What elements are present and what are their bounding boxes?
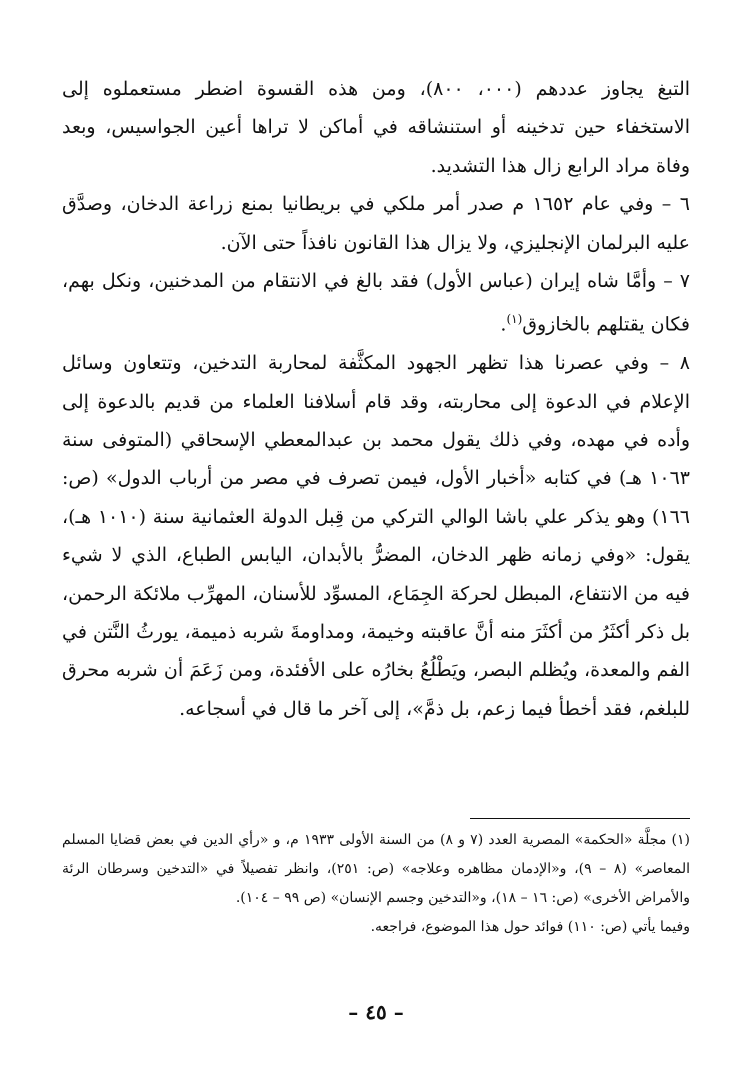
page-number: – ٤٥ – <box>348 1000 404 1024</box>
footnote-divider <box>470 818 690 819</box>
footnote-2: وفيما يأتي (ص: ١١٠) فوائد حول هذا الموضوع، فراجعه. <box>370 919 690 935</box>
paragraph-3-end: . <box>500 313 507 336</box>
footnote-ref-1: (١) <box>506 312 523 327</box>
paragraph-3-text: ٧ – وأمَّا شاه إيران (عباس الأول) فقد بالغ في الانتقام من المدخنين، ونكل بهم، فكان يقتلهم بالخازوق <box>62 270 690 336</box>
paragraph-2: ٦ – وفي عام ١٦٥٢ م صدر أمر ملكي في بريطانيا بمنع زراعة الدخان، وصدَّق عليه البرلمان الإنجليزي، ولا يزال هذا القانون نافذاً حتى الآن. <box>62 193 690 254</box>
paragraph-3 <box>62 262 690 344</box>
footnote-1: (١) مجلَّة «الحكمة» المصرية العدد (٧ و ٨) من السنة الأولى ١٩٣٣ م، و «رأي الدين في بعض قضايا المسلم المعاصر» (٨ – ٩)، و«الإدمان مظاهره وعلاجه» (ص: ٢٥١)، وانظر تفصيلاً في «التدخين وسرطان الرئة والأمراض الأخرى» (ص: ١٦ – ١٨)، و«التدخين وجسم الإنسان» (ص ٩٩ – ١٠٤). <box>62 832 691 906</box>
footnotes <box>62 826 690 942</box>
paragraph-4: ٨ – وفي عصرنا هذا تظهر الجهود المكثَّفة لمحاربة التدخين، وتتعاون وسائل الإعلام في الدعوة إلى محاربته، وقد قام أسلافنا العلماء من قديم بالدعوة إلى وأده في مهده، وفي ذلك يقول محمد بن عبدالمعطي الإسحاقي (المتوفى سنة ١٠٦٣ هـ) في كتابه «أخبار الأول، فيمن تصرف في مصر من أرباب الدول» (ص: ١٦٦) وهو يذكر علي باشا الوالي التركي من قِبل الدولة العثمانية سنة (١٠١٠ هـ)، يقول: «وفي زمانه ظهر الدخان، المضرُّ بالأبدان، اليابس الطباع، الذي لا شيء فيه من الانتفاع، المبطل لحركة الجِمَاع، المسوِّد للأسنان، المهرِّب ملائكة الرحمن، بل ذكر أكثَرُ من أكثَرَ منه أنَّ عاقبته وخيمة، ومداومةَ شربه ذميمة، يورثُ النَّتن في الفم والمعدة، ويُظلم البصر، ويَطْلُعُ بخارُه على الأفئدة، ومن زَعَمَ أن شربه محرق للبلغم، فقد أخطأ فيما زعم، بل ذمَّ»، إلى آخر ما قال في أسجاعه. <box>62 352 690 720</box>
paragraph-1: التبغ يجاوز عددهم (٠٠٠، ٨٠٠)، ومن هذه القسوة اضطر مستعملوه إلى الاستخفاء حين تدخينه أو استنشاقه في أماكن لا تراها أعين الجواسيس، وبعد وفاة مراد الرابع زال هذا التشديد. <box>62 78 691 177</box>
main-text <box>62 70 690 728</box>
